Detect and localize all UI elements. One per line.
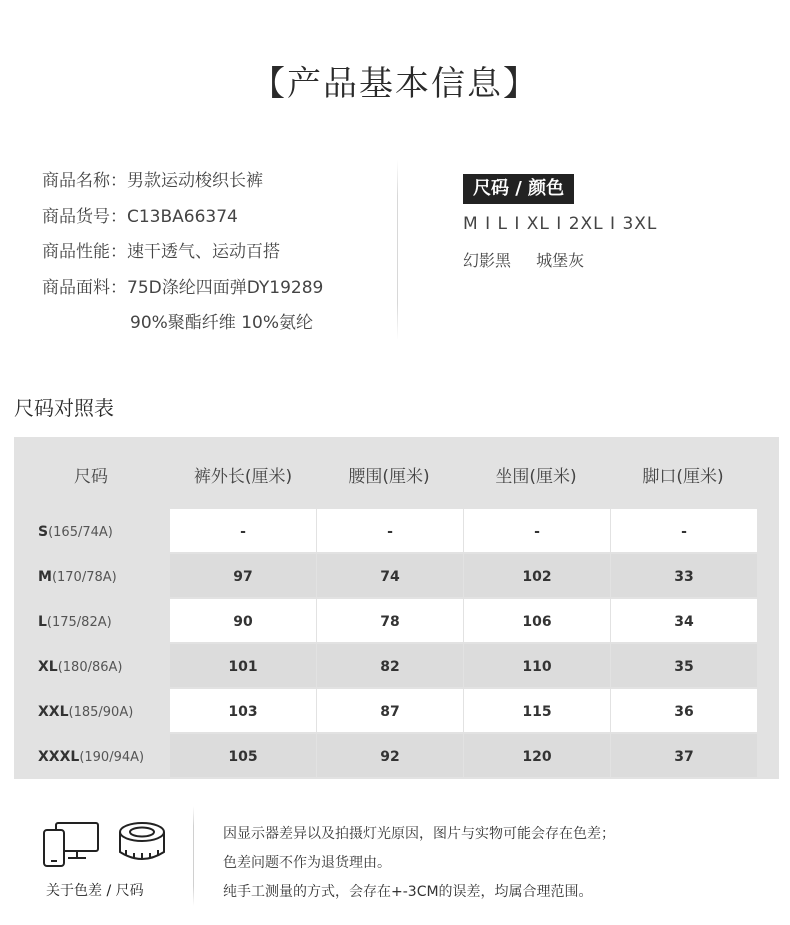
- table-row: [14, 734, 779, 777]
- color-option: 城堡灰: [536, 251, 585, 270]
- table-cell: 90: [170, 599, 316, 642]
- table-cell: 97: [170, 554, 316, 597]
- table-cell: -: [464, 509, 610, 552]
- column-header-outseam: 裤外长(厘米): [193, 467, 293, 487]
- size-code: M: [38, 569, 52, 585]
- info-value: 男款运动梭织长裤: [127, 171, 263, 191]
- table-cell: 101: [170, 644, 316, 687]
- note-line: 纯手工测量的方式，会存在+-3CM的误差，均属合理范围。: [223, 884, 593, 900]
- info-row-performance: [42, 239, 323, 275]
- table-cell: 33: [611, 554, 757, 597]
- table-cell: 36: [611, 689, 757, 732]
- table-row: [14, 599, 779, 642]
- table-cell: 87: [317, 689, 463, 732]
- table-row: [14, 554, 779, 597]
- size-cell: [38, 599, 112, 642]
- product-info: [42, 168, 323, 346]
- size-code: XXL: [38, 704, 69, 720]
- info-value: 75D涤纶四面弹DY19289: [127, 277, 324, 298]
- info-value: C13BA66374: [127, 206, 238, 227]
- size-code: XL: [38, 659, 58, 675]
- info-label: 商品货号：: [42, 206, 127, 227]
- table-cell: 120: [464, 734, 610, 777]
- devices-icon: [44, 823, 98, 866]
- page-title: 【产品基本信息】: [251, 64, 539, 104]
- size-cell: [38, 734, 144, 777]
- size-fit: (185/90A): [68, 705, 134, 720]
- size-fit: (170/78A): [51, 570, 117, 585]
- size-cell: [38, 509, 113, 552]
- size-cell: [38, 554, 117, 597]
- table-cell: 102: [464, 554, 610, 597]
- note-line: 因显示器差异以及拍摄灯光原因，图片与实物可能会存在色差；: [223, 826, 615, 842]
- size-code: S: [38, 524, 49, 540]
- table-cell: 92: [317, 734, 463, 777]
- table-cell: 110: [464, 644, 610, 687]
- size-code: XXXL: [38, 749, 80, 765]
- column-header-size: 尺码: [74, 467, 108, 487]
- column-header-waist: 腰围(厘米): [348, 467, 430, 487]
- info-label: 商品性能：: [42, 242, 127, 262]
- color-list: [463, 248, 657, 271]
- size-color-panel: [463, 174, 657, 271]
- size-color-heading: 尺码 / 颜色: [463, 174, 574, 204]
- size-code: L: [38, 614, 47, 630]
- info-value: 速干透气、运动百搭: [127, 242, 280, 262]
- divider: [397, 160, 398, 340]
- table-row: [14, 689, 779, 732]
- table-cell: 74: [317, 554, 463, 597]
- info-row-fabric: [42, 275, 323, 311]
- info-row-name: [42, 168, 323, 204]
- note-line: 色差问题不作为退货理由。: [223, 855, 391, 871]
- divider: [193, 806, 194, 906]
- disclaimer-notes: [223, 822, 615, 909]
- info-row-fabric-composition: [42, 310, 323, 346]
- size-list: M I L I XL I 2XL I 3XL: [463, 214, 658, 234]
- table-cell: 82: [317, 644, 463, 687]
- size-fit: (165/74A): [48, 525, 113, 540]
- table-row: [14, 509, 779, 552]
- table-cell: -: [611, 509, 757, 552]
- size-fit: (180/86A): [57, 660, 123, 675]
- column-header-hem: 脚口(厘米): [642, 467, 724, 487]
- table-cell: 35: [611, 644, 757, 687]
- size-chart-title: 尺码对照表: [14, 396, 114, 420]
- table-cell: 34: [611, 599, 757, 642]
- table-cell: 103: [170, 689, 316, 732]
- info-label: 商品面料：: [42, 277, 127, 298]
- color-option: 幻影黑: [463, 251, 512, 270]
- size-fit: (175/82A): [46, 615, 112, 630]
- size-chart-table: [14, 437, 779, 779]
- table-cell: 106: [464, 599, 610, 642]
- table-cell: -: [170, 509, 316, 552]
- size-cell: [38, 644, 123, 687]
- table-cell: 115: [464, 689, 610, 732]
- size-cell: [38, 689, 133, 732]
- table-header: [14, 437, 779, 509]
- table-cell: 105: [170, 734, 316, 777]
- table-row: [14, 644, 779, 687]
- column-header-hip: 坐围(厘米): [495, 467, 577, 487]
- size-fit: (190/94A): [79, 750, 145, 765]
- table-cell: -: [317, 509, 463, 552]
- info-row-code: [42, 204, 323, 240]
- table-cell: 37: [611, 734, 757, 777]
- info-value: 90%聚酯纤维 10%氨纶: [130, 313, 313, 333]
- table-cell: 78: [317, 599, 463, 642]
- info-label: 商品名称：: [42, 171, 127, 191]
- color-size-note-label: 关于色差 / 尺码: [46, 883, 144, 899]
- measuring-tape-icon: [120, 823, 164, 859]
